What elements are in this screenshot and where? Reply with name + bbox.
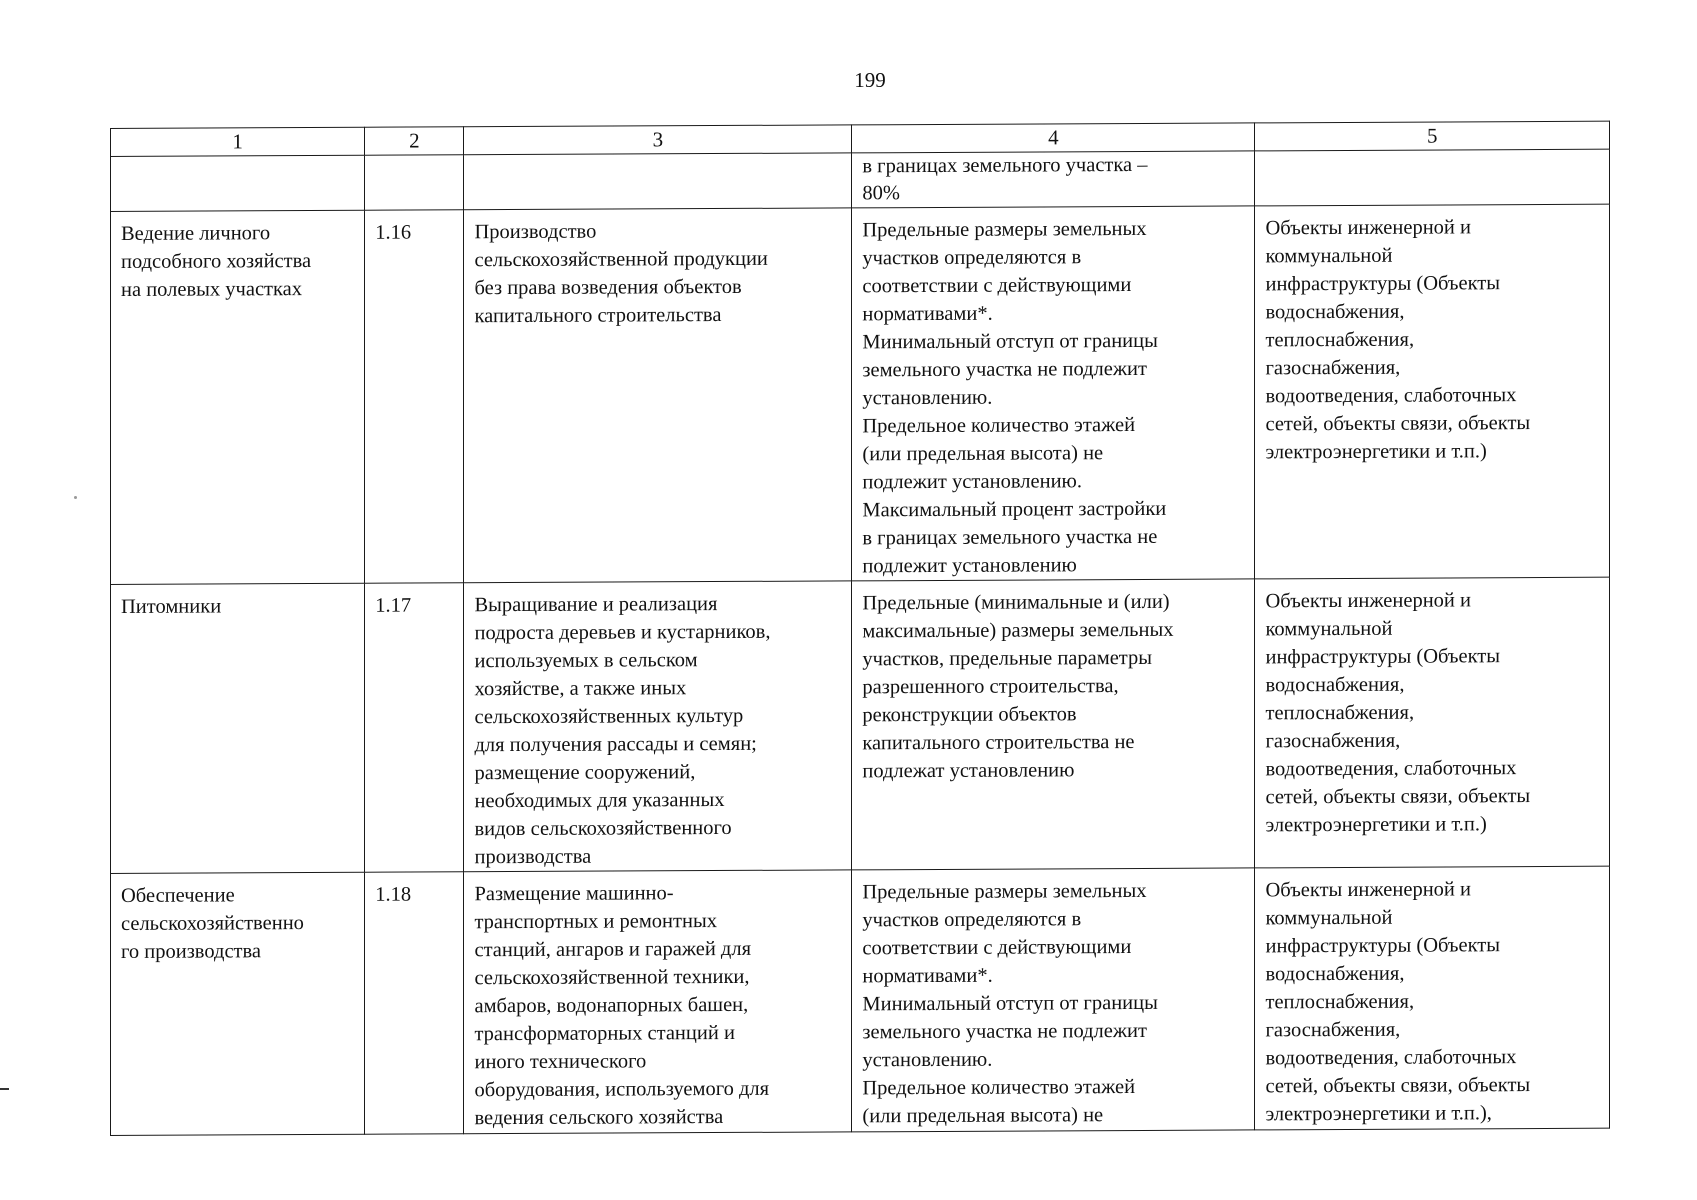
cell-parameters: Предельные размеры земельных участков определяются в соответствии с действующими нормативами*. Минимальный отступ от границы земельного участка не подлежит установлению. Предельное количество этажей (или предельная высота) не (852, 868, 1255, 1132)
cell-code: 1.18 (365, 872, 464, 1134)
cell-code: 1.17 (365, 583, 464, 872)
cell-description: Производство сельскохозяйственной продукции без права возведения объектов капитального строительства (464, 208, 852, 583)
zoning-table (110, 121, 1610, 1136)
cell-parameters: в границах земельного участка – 80% (852, 151, 1255, 208)
cell-description: Выращивание и реализация подроста деревьев и кустарников, используемых в сельском хозяйстве, а также иных сельскохозяйственных культур для получения рассады и семян; размещение сооружений, необходимых для указанных видов сельскохозяйственного производства (464, 581, 852, 872)
cell-name (111, 155, 365, 211)
cell-auxiliary: Объекты инженерной и коммунальной инфраструктуры (Объекты водоснабжения, теплоснабжения, газоснабжения, водоотведения, слаботочных сетей, объекты связи, объекты электроэнергетики и т.п.), (1255, 866, 1610, 1130)
header-cell-3: 3 (464, 125, 852, 155)
scan-edge-mark (0, 1088, 9, 1090)
cell-name: Обеспечение сельскохозяйственно го производства (111, 872, 365, 1135)
header-cell-5: 5 (1255, 121, 1610, 151)
header-cell-1: 1 (111, 127, 365, 156)
header-cell-2: 2 (365, 127, 464, 155)
cell-auxiliary (1255, 149, 1610, 206)
table-row (111, 866, 1610, 1135)
table-row (111, 577, 1610, 873)
cell-code: 1.16 (365, 210, 464, 583)
cell-code (365, 155, 464, 210)
cell-auxiliary: Объекты инженерной и коммунальной инфраструктуры (Объекты водоснабжения, теплоснабжения, газоснабжения, водоотведения, слаботочных сетей, объекты связи, объекты электроэнергетики и т.п.) (1255, 204, 1610, 579)
table-row (111, 204, 1610, 584)
header-cell-4: 4 (852, 123, 1255, 153)
cell-description (464, 153, 852, 210)
cell-parameters: Предельные размеры земельных участков определяются в соответствии с действующими нормативами*. Минимальный отступ от границы земельного участка не подлежит установлению. Предельное количество этажей (или предельная высота) не подлежит установлению. Максимальный процент застройки в границах земельного участка не подлежит установлению (852, 206, 1255, 581)
cell-description: Размещение машинно- транспортных и ремонтных станций, ангаров и гаражей для сельскохозяйственной техники, амбаров, водонапорных башен, трансформаторных станций и иного технического оборудования, используемого для ведения сельского хозяйства (464, 870, 852, 1134)
cell-name: Ведение личного подсобного хозяйства на полевых участках (111, 210, 365, 584)
zoning-table-frame (110, 121, 1610, 1136)
page-number: 199 (854, 68, 886, 92)
cell-name: Питомники (111, 583, 365, 873)
scan-dot (74, 496, 77, 499)
cell-parameters: Предельные (минимальные и (или) максимальные) размеры земельных участков, предельные параметры разрешенного строительства, реконструкции объектов капитального строительства не подлежат установлению (852, 579, 1255, 870)
table-row-continuation (111, 149, 1610, 211)
cell-auxiliary: Объекты инженерной и коммунальной инфраструктуры (Объекты водоснабжения, теплоснабжения, газоснабжения, водоотведения, слаботочных сетей, объекты связи, объекты электроэнергетики и т.п.) (1255, 577, 1610, 868)
